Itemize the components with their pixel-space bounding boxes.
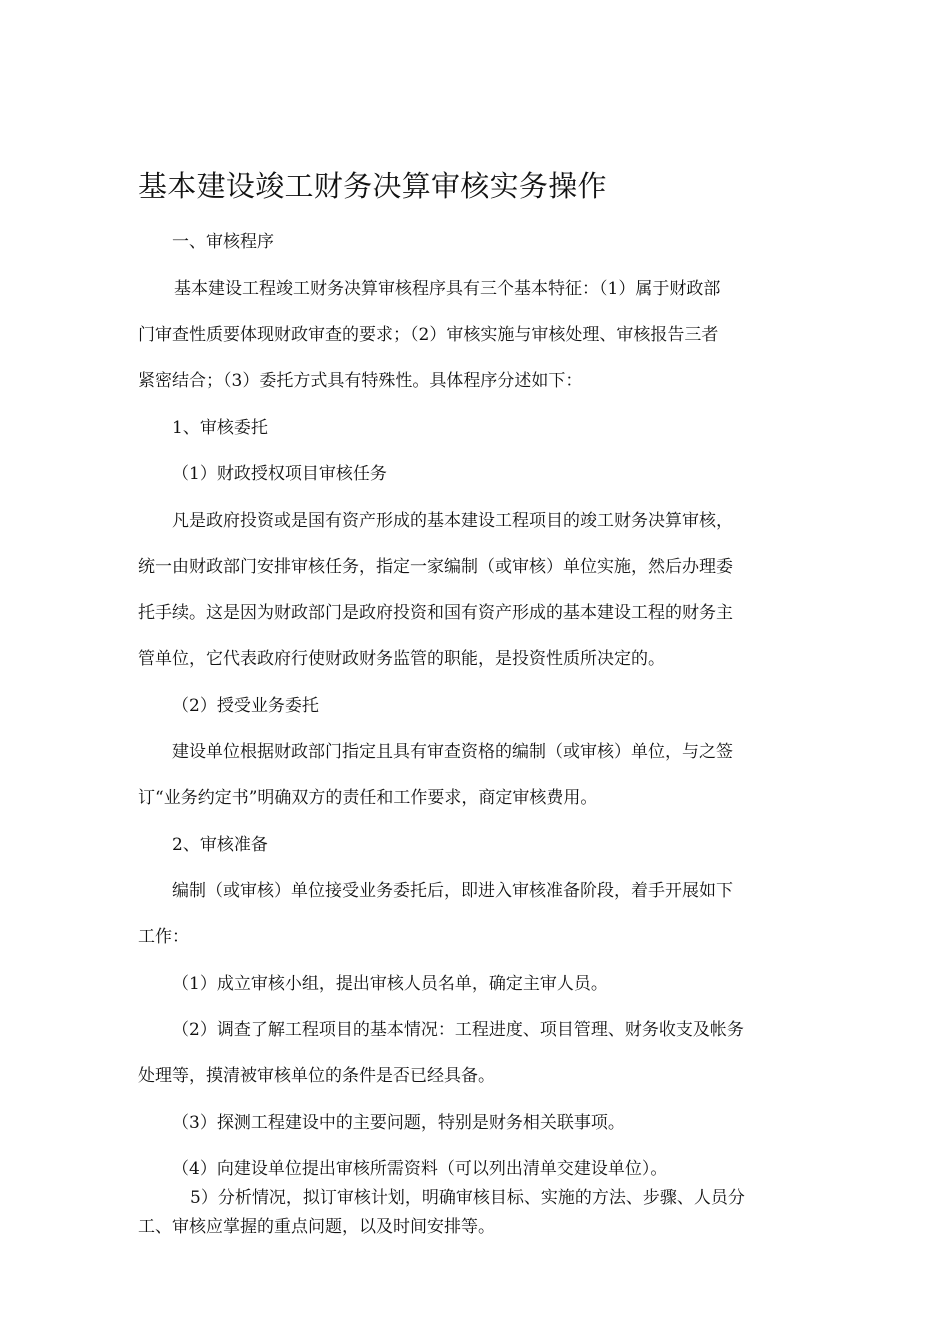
paragraph: 凡是政府投资或是国有资产形成的基本建设工程项目的竣工财务决算审核， 统一由财政部门安排审核任务，指定一家编制（或审核）单位实施，然后办理委 托手续。这是因为财政部门是政府投资和国有资产形成的基本建设工程的财务主 管单位，它代表政府行使财政财务监管的职能，是投资性质所决定的。 <box>138 511 733 669</box>
subsection-heading: 2、审核准备 <box>172 835 268 855</box>
item-heading: （2）授受业务委托 <box>172 696 319 716</box>
list-item: （2）调查了解工程项目的基本情况：工程进度、项目管理、财务收支及帐务 处理等，摸清被审核单位的条件是否已经具备。 <box>138 1020 744 1086</box>
intro-paragraph: 基本建设工程竣工财务决算审核程序具有三个基本特征：（1）属于财政部 门审查性质要体现财政审查的要求；（2）审核实施与审核处理、审核报告三者 紧密结合；（3）委托方式具有特殊性。具体程序分述如下： <box>138 279 721 391</box>
paragraph: 建设单位根据财政部门指定且具有审查资格的编制（或审核）单位，与之签 订“业务约定书”明确双方的责任和工作要求，商定审核费用。 <box>138 742 733 808</box>
section-heading: 一、审核程序 <box>172 232 274 252</box>
list-item: （1）成立审核小组，提出审核人员名单，确定主审人员。 <box>172 974 608 994</box>
list-item: 5）分析情况，拟订审核计划，明确审核目标、实施的方法、步骤、人员分 工、审核应掌握的重点问题，以及时间安排等。 <box>138 1188 745 1237</box>
item-heading: （1）财政授权项目审核任务 <box>172 464 387 484</box>
subsection-heading: 1、审核委托 <box>172 418 268 438</box>
document-title: 基本建设竣工财务决算审核实务操作 <box>138 169 607 203</box>
list-item: （4）向建设单位提出审核所需资料（可以列出清单交建设单位）。 <box>172 1159 668 1179</box>
paragraph: 编制（或审核）单位接受业务委托后，即进入审核准备阶段，着手开展如下 工作： <box>138 881 733 947</box>
list-item: （3）探测工程建设中的主要问题，特别是财务相关联事项。 <box>172 1113 625 1133</box>
